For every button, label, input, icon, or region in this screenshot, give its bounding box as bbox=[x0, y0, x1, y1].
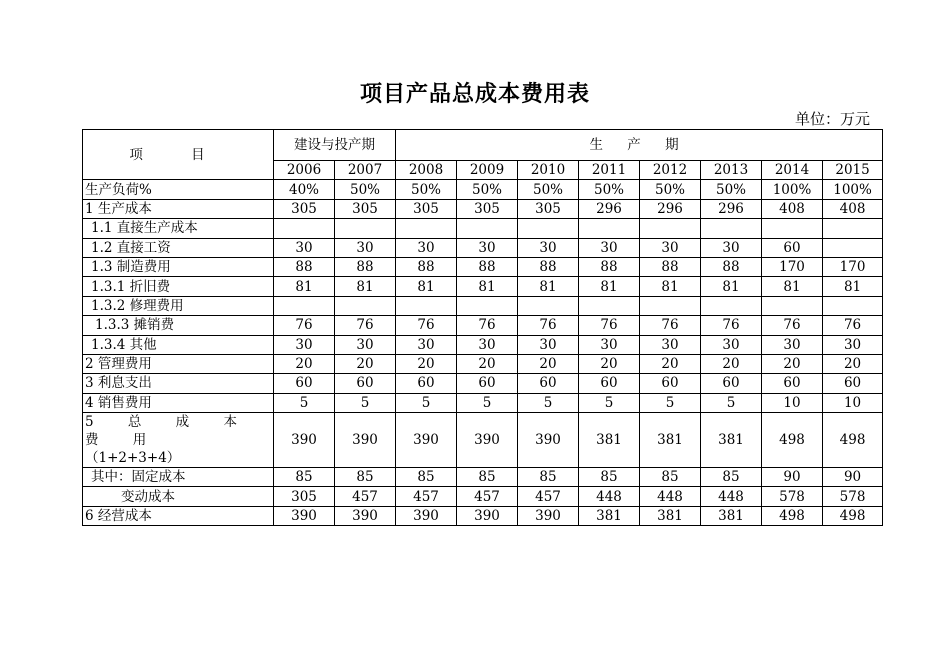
row-label: 1.3.2 修理费用 bbox=[83, 296, 274, 315]
cell: 170 bbox=[823, 257, 883, 276]
cell: 5 bbox=[457, 393, 518, 412]
cell: 76 bbox=[274, 316, 335, 335]
header-production-period: 生 产 期 bbox=[396, 130, 883, 161]
table-row bbox=[83, 374, 883, 393]
cell: 50% bbox=[457, 180, 518, 199]
cell: 390 bbox=[518, 506, 579, 525]
cell: 448 bbox=[701, 487, 762, 506]
cell: 498 bbox=[762, 413, 823, 468]
cell: 20 bbox=[640, 354, 701, 373]
cell: 85 bbox=[640, 468, 701, 487]
cell: 381 bbox=[640, 506, 701, 525]
cell: 170 bbox=[762, 257, 823, 276]
header-row-groups bbox=[83, 130, 883, 161]
cell: 76 bbox=[457, 316, 518, 335]
cell: 81 bbox=[701, 277, 762, 296]
row-label: 1.3.1 折旧费 bbox=[83, 277, 274, 296]
cell: 498 bbox=[823, 506, 883, 525]
cell bbox=[701, 219, 762, 238]
cell: 85 bbox=[274, 468, 335, 487]
cell: 5 bbox=[579, 393, 640, 412]
cell: 30 bbox=[518, 238, 579, 257]
cell: 81 bbox=[823, 277, 883, 296]
cell: 390 bbox=[335, 506, 396, 525]
table-row bbox=[83, 257, 883, 276]
cell bbox=[823, 238, 883, 257]
cost-table bbox=[82, 129, 883, 526]
cell: 30 bbox=[640, 238, 701, 257]
cell: 296 bbox=[579, 199, 640, 218]
cell: 457 bbox=[335, 487, 396, 506]
cell: 88 bbox=[701, 257, 762, 276]
cell: 30 bbox=[762, 335, 823, 354]
cell: 60 bbox=[579, 374, 640, 393]
row-label: 1.1 直接生产成本 bbox=[83, 219, 274, 238]
row-label: 1.3.3 摊销费 bbox=[83, 316, 274, 335]
table-row bbox=[83, 468, 883, 487]
table-row bbox=[83, 506, 883, 525]
cell: 390 bbox=[274, 413, 335, 468]
cell: 498 bbox=[823, 413, 883, 468]
cell bbox=[701, 296, 762, 315]
cell: 20 bbox=[762, 354, 823, 373]
cell: 90 bbox=[762, 468, 823, 487]
cell: 30 bbox=[640, 335, 701, 354]
cell: 81 bbox=[579, 277, 640, 296]
cell: 76 bbox=[396, 316, 457, 335]
cell: 88 bbox=[396, 257, 457, 276]
cell: 60 bbox=[701, 374, 762, 393]
table-row bbox=[83, 219, 883, 238]
cell: 381 bbox=[701, 506, 762, 525]
cell: 20 bbox=[396, 354, 457, 373]
cell: 60 bbox=[396, 374, 457, 393]
unit-label: 单位：万元 bbox=[794, 110, 870, 128]
cell: 30 bbox=[579, 335, 640, 354]
cell bbox=[335, 296, 396, 315]
header-year: 2015 bbox=[823, 161, 883, 180]
row-label: 1.3.4 其他 bbox=[83, 335, 274, 354]
page-title: 项目产品总成本费用表 bbox=[359, 82, 590, 107]
table-row bbox=[83, 393, 883, 412]
cell: 60 bbox=[457, 374, 518, 393]
cell: 76 bbox=[762, 316, 823, 335]
table-row bbox=[83, 199, 883, 218]
cell: 390 bbox=[518, 413, 579, 468]
cell: 296 bbox=[640, 199, 701, 218]
cell: 88 bbox=[518, 257, 579, 276]
cell: 448 bbox=[579, 487, 640, 506]
cell: 20 bbox=[823, 354, 883, 373]
cell: 60 bbox=[823, 374, 883, 393]
cell: 578 bbox=[762, 487, 823, 506]
cell: 88 bbox=[457, 257, 518, 276]
cell: 448 bbox=[640, 487, 701, 506]
cell: 76 bbox=[579, 316, 640, 335]
cell: 85 bbox=[579, 468, 640, 487]
table-row bbox=[83, 316, 883, 335]
cell: 305 bbox=[396, 199, 457, 218]
cell: 60 bbox=[640, 374, 701, 393]
row-label: 变动成本 bbox=[83, 487, 274, 506]
cell: 85 bbox=[518, 468, 579, 487]
cell: 30 bbox=[396, 335, 457, 354]
cell: 30 bbox=[518, 335, 579, 354]
cell bbox=[579, 219, 640, 238]
cell: 50% bbox=[640, 180, 701, 199]
cell: 20 bbox=[579, 354, 640, 373]
cell: 457 bbox=[396, 487, 457, 506]
cell bbox=[335, 219, 396, 238]
row-label: 生产负荷% bbox=[83, 180, 274, 199]
cell: 408 bbox=[823, 199, 883, 218]
cell bbox=[457, 296, 518, 315]
cell bbox=[396, 219, 457, 238]
cell: 381 bbox=[640, 413, 701, 468]
table-row bbox=[83, 335, 883, 354]
cell: 76 bbox=[335, 316, 396, 335]
cell: 90 bbox=[823, 468, 883, 487]
cell: 5 bbox=[518, 393, 579, 412]
row-label bbox=[83, 413, 274, 468]
header-year: 2007 bbox=[335, 161, 396, 180]
cell: 30 bbox=[396, 238, 457, 257]
cell: 390 bbox=[396, 506, 457, 525]
header-year: 2014 bbox=[762, 161, 823, 180]
cell bbox=[396, 296, 457, 315]
cell: 30 bbox=[274, 335, 335, 354]
cell: 88 bbox=[640, 257, 701, 276]
cell: 76 bbox=[518, 316, 579, 335]
cell: 40% bbox=[274, 180, 335, 199]
cell: 100% bbox=[823, 180, 883, 199]
cell: 76 bbox=[701, 316, 762, 335]
cell: 296 bbox=[701, 199, 762, 218]
cell: 5 bbox=[335, 393, 396, 412]
header-year: 2012 bbox=[640, 161, 701, 180]
cell: 30 bbox=[701, 335, 762, 354]
cell bbox=[274, 219, 335, 238]
cell: 305 bbox=[274, 487, 335, 506]
cell: 81 bbox=[762, 277, 823, 296]
row-label: 4 销售费用 bbox=[83, 393, 274, 412]
header-year: 2006 bbox=[274, 161, 335, 180]
row-label: 1.3 制造费用 bbox=[83, 257, 274, 276]
cell: 20 bbox=[335, 354, 396, 373]
row-label: 6 经营成本 bbox=[83, 506, 274, 525]
cell: 457 bbox=[457, 487, 518, 506]
cell: 20 bbox=[701, 354, 762, 373]
cell: 30 bbox=[823, 335, 883, 354]
cell: 390 bbox=[335, 413, 396, 468]
table-row bbox=[83, 238, 883, 257]
cell: 390 bbox=[457, 506, 518, 525]
table-row bbox=[83, 354, 883, 373]
cell bbox=[640, 296, 701, 315]
cell: 50% bbox=[518, 180, 579, 199]
header-year: 2011 bbox=[579, 161, 640, 180]
header-item: 项 目 bbox=[83, 130, 274, 180]
header-year: 2008 bbox=[396, 161, 457, 180]
cell: 50% bbox=[701, 180, 762, 199]
cell: 81 bbox=[274, 277, 335, 296]
cell: 81 bbox=[640, 277, 701, 296]
cell: 30 bbox=[701, 238, 762, 257]
cell: 20 bbox=[457, 354, 518, 373]
table-row bbox=[83, 413, 883, 468]
cell: 60 bbox=[762, 238, 823, 257]
header-construction-period: 建设与投产期 bbox=[274, 130, 396, 161]
cell: 50% bbox=[335, 180, 396, 199]
cell: 381 bbox=[579, 506, 640, 525]
cell: 305 bbox=[518, 199, 579, 218]
cell: 30 bbox=[335, 335, 396, 354]
cell: 88 bbox=[335, 257, 396, 276]
cell: 60 bbox=[518, 374, 579, 393]
cell bbox=[762, 296, 823, 315]
cell bbox=[457, 219, 518, 238]
cell: 30 bbox=[274, 238, 335, 257]
cell: 305 bbox=[457, 199, 518, 218]
cell: 5 bbox=[396, 393, 457, 412]
cell: 81 bbox=[457, 277, 518, 296]
table-row bbox=[83, 180, 883, 199]
cell: 50% bbox=[396, 180, 457, 199]
cell: 390 bbox=[457, 413, 518, 468]
cell: 498 bbox=[762, 506, 823, 525]
cell: 85 bbox=[457, 468, 518, 487]
cell: 76 bbox=[640, 316, 701, 335]
cell: 85 bbox=[396, 468, 457, 487]
cell: 100% bbox=[762, 180, 823, 199]
cell bbox=[762, 219, 823, 238]
cell: 88 bbox=[579, 257, 640, 276]
cell: 5 bbox=[274, 393, 335, 412]
cell: 305 bbox=[335, 199, 396, 218]
row-label: 其中：固定成本 bbox=[83, 468, 274, 487]
cell: 20 bbox=[518, 354, 579, 373]
cell: 76 bbox=[823, 316, 883, 335]
cell bbox=[579, 296, 640, 315]
cell: 81 bbox=[518, 277, 579, 296]
cell: 88 bbox=[274, 257, 335, 276]
cell: 30 bbox=[457, 335, 518, 354]
cell: 390 bbox=[274, 506, 335, 525]
table-row bbox=[83, 277, 883, 296]
header-year: 2013 bbox=[701, 161, 762, 180]
cell: 20 bbox=[274, 354, 335, 373]
cell: 60 bbox=[335, 374, 396, 393]
cell: 81 bbox=[335, 277, 396, 296]
cell: 578 bbox=[823, 487, 883, 506]
row-label: 1.2 直接工资 bbox=[83, 238, 274, 257]
cell bbox=[518, 219, 579, 238]
cell: 50% bbox=[579, 180, 640, 199]
row-label-line1: 5 总 成 本 费 用 bbox=[85, 414, 252, 449]
cell: 30 bbox=[457, 238, 518, 257]
cell bbox=[518, 296, 579, 315]
cell bbox=[274, 296, 335, 315]
cell: 305 bbox=[274, 199, 335, 218]
table-row bbox=[83, 487, 883, 506]
cell: 5 bbox=[640, 393, 701, 412]
cell: 30 bbox=[579, 238, 640, 257]
row-label: 1 生产成本 bbox=[83, 199, 274, 218]
header-year: 2009 bbox=[457, 161, 518, 180]
cell: 5 bbox=[701, 393, 762, 412]
table-row bbox=[83, 296, 883, 315]
cell: 60 bbox=[274, 374, 335, 393]
cell bbox=[640, 219, 701, 238]
cell: 381 bbox=[701, 413, 762, 468]
cell: 60 bbox=[762, 374, 823, 393]
cell: 10 bbox=[762, 393, 823, 412]
cell: 85 bbox=[701, 468, 762, 487]
cell: 390 bbox=[396, 413, 457, 468]
cell: 457 bbox=[518, 487, 579, 506]
cell: 81 bbox=[396, 277, 457, 296]
cell: 85 bbox=[335, 468, 396, 487]
cell: 30 bbox=[335, 238, 396, 257]
cell bbox=[823, 296, 883, 315]
row-label-line2: （1+2+3+4） bbox=[85, 450, 181, 467]
row-label: 3 利息支出 bbox=[83, 374, 274, 393]
row-label: 2 管理费用 bbox=[83, 354, 274, 373]
cell: 10 bbox=[823, 393, 883, 412]
cell: 408 bbox=[762, 199, 823, 218]
header-year: 2010 bbox=[518, 161, 579, 180]
cell bbox=[823, 219, 883, 238]
cell: 381 bbox=[579, 413, 640, 468]
